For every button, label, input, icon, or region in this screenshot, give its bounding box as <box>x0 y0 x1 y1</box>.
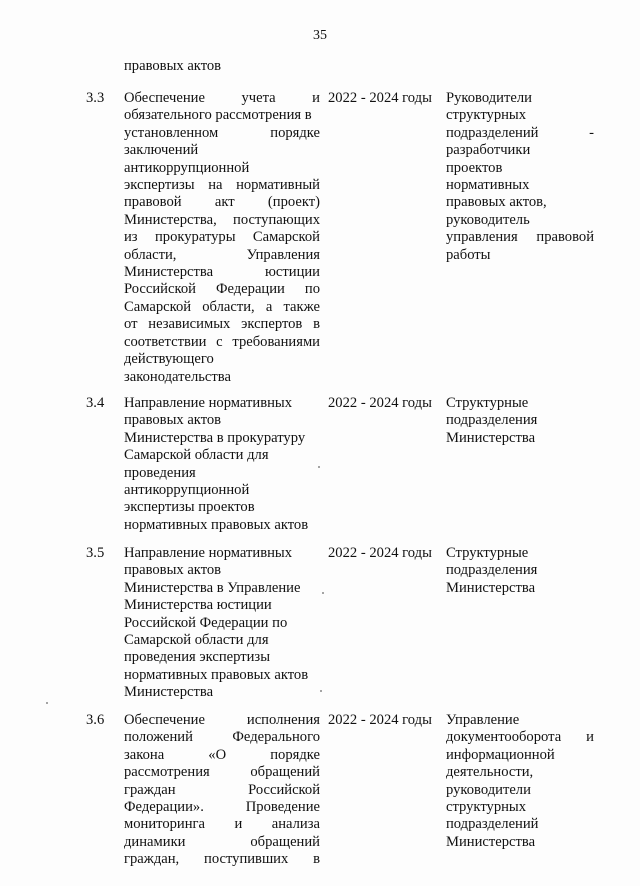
row-responsible <box>446 545 594 597</box>
page-number: 35 <box>313 28 327 43</box>
row-responsible <box>446 395 594 447</box>
action-line: проведения экспертизы <box>124 649 270 666</box>
action-line: области, Управления <box>124 246 320 263</box>
row-action <box>124 545 320 702</box>
row-period: 2022 - 2024 годы <box>328 90 432 106</box>
scan-speck <box>318 466 320 468</box>
action-line: правовых актов <box>124 562 222 579</box>
action-line: Федерации». Проведение <box>124 799 320 816</box>
row-number: 3.6 <box>86 712 105 728</box>
resp-line: проектов <box>446 159 503 176</box>
resp-line: Министерства <box>446 579 536 596</box>
action-line: соответствии с требованиями <box>124 333 320 350</box>
action-line: антикоррупционной <box>124 159 250 176</box>
action-line: из прокуратуры Самарской <box>124 229 320 246</box>
resp-line: Управление <box>446 712 520 728</box>
action-line: обязательного рассмотрения в <box>124 107 312 124</box>
row-action <box>124 712 320 869</box>
action-line: положений Федерального <box>124 729 320 746</box>
row-responsible <box>446 712 594 851</box>
action-line: Министерства <box>124 684 214 701</box>
action-line: нормативных правовых актов <box>124 666 309 683</box>
resp-line: работы <box>446 246 491 263</box>
action-line: Направление нормативных <box>124 395 293 411</box>
action-line: Министерства юстиции <box>124 264 320 281</box>
resp-line: подразделения <box>446 562 538 579</box>
resp-line: Структурные <box>446 545 529 561</box>
action-line: Самарской области для <box>124 447 269 464</box>
row-action <box>124 395 320 534</box>
action-line: от независимых экспертов в <box>124 316 320 333</box>
resp-line: руководители <box>446 781 531 798</box>
continuation-text: правовых актов <box>124 58 222 74</box>
action-line: Министерства юстиции <box>124 597 272 614</box>
action-line: Министерства, поступающих <box>124 211 320 228</box>
action-line: закона «О порядке <box>124 746 320 763</box>
resp-line: нормативных <box>446 177 530 194</box>
action-line: экспертизы на нормативный <box>124 177 320 194</box>
row-period: 2022 - 2024 годы <box>328 395 432 411</box>
action-line: рассмотрения обращений <box>124 764 320 781</box>
resp-line: подразделений - <box>446 124 594 141</box>
scan-speck <box>320 690 322 692</box>
action-line: Самарской области для <box>124 632 269 649</box>
resp-line: управления правовой <box>446 229 594 246</box>
resp-line: информационной <box>446 746 555 763</box>
action-line: нормативных правовых актов <box>124 516 309 533</box>
action-line: граждан Российской <box>124 781 320 798</box>
resp-line: разработчики <box>446 142 531 159</box>
row-period: 2022 - 2024 годы <box>328 712 432 728</box>
action-line: Российской Федерации по <box>124 614 288 631</box>
resp-line: Министерства <box>446 429 536 446</box>
action-line: Обеспечение учета и <box>124 90 320 106</box>
action-line: Министерства в Управление <box>124 579 301 596</box>
resp-line: подразделений <box>446 816 539 833</box>
action-line: экспертизы проектов <box>124 499 255 516</box>
row-number: 3.5 <box>86 545 105 561</box>
row-responsible <box>446 90 594 264</box>
action-line: установленном порядке <box>124 124 320 141</box>
resp-line: Руководители <box>446 90 532 106</box>
action-line: проведения <box>124 464 196 481</box>
action-line: Обеспечение исполнения <box>124 712 320 728</box>
resp-line: Структурные <box>446 395 529 411</box>
row-number: 3.3 <box>86 90 105 106</box>
action-line: правовых актов <box>124 412 222 429</box>
action-line: Самарской области, а также <box>124 298 320 315</box>
action-line: заключений <box>124 142 199 159</box>
action-line: действующего <box>124 351 214 368</box>
resp-line: структурных <box>446 799 527 816</box>
action-line: законодательства <box>124 368 231 385</box>
scan-speck <box>46 702 48 704</box>
action-line: граждан, поступивших в <box>124 851 320 868</box>
row-action <box>124 90 320 386</box>
resp-line: Министерства <box>446 833 536 850</box>
resp-line: правовых актов, <box>446 194 547 211</box>
action-line: Российской Федерации по <box>124 281 320 298</box>
action-line: мониторинга и анализа <box>124 816 320 833</box>
resp-line: руководитель <box>446 211 530 228</box>
scan-speck <box>322 592 324 594</box>
resp-line: деятельности, <box>446 764 534 781</box>
action-line: антикоррупционной <box>124 482 250 499</box>
action-line: Направление нормативных <box>124 545 293 561</box>
action-line: правовой акт (проект) <box>124 194 320 211</box>
resp-line: документооборота и <box>446 729 594 746</box>
resp-line: подразделения <box>446 412 538 429</box>
action-line: Министерства в прокуратуру <box>124 429 306 446</box>
action-line: динамики обращений <box>124 833 320 850</box>
row-number: 3.4 <box>86 395 105 411</box>
resp-line: структурных <box>446 107 527 124</box>
row-period: 2022 - 2024 годы <box>328 545 432 561</box>
